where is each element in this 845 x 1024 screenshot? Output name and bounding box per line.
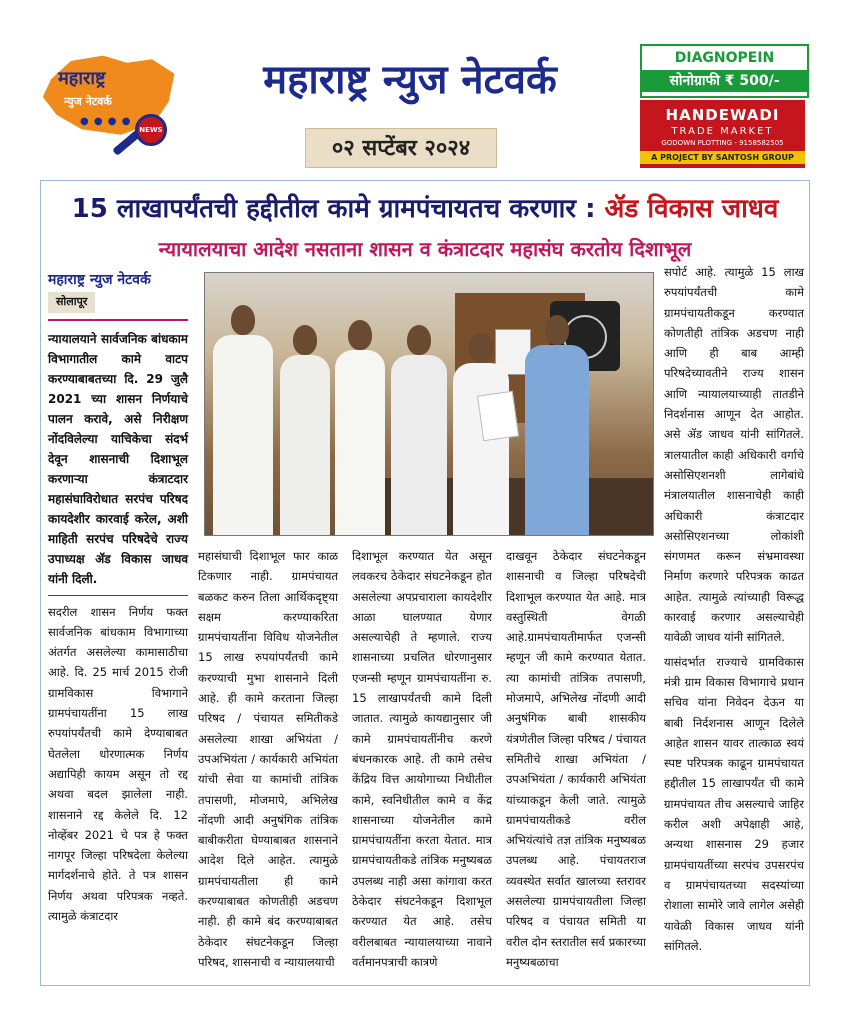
news-photo: [204, 272, 654, 536]
column-2: [198, 546, 338, 972]
headline-main: 15 लाखापर्यंतची हद्दीतील कामे ग्रामपंचायतच करणार :: [71, 194, 605, 224]
ad1-brand: DIAGNOPEIN: [674, 50, 775, 66]
column-5-text-2: यासंदर्भात राज्याचे ग्रामविकास मंत्री ग्राम विकास विभागाचे प्रधान सचिव यांना निवेदन देऊन या बाबी निर्दशनास आणून दिलेले आहेत शासन यावर तात्काळ स्वयं स्पष्ट परिपत्रक काढून ग्रामपंचायत हद्दीतील 15 लाखापर्यंत ची कामे ग्रामपंचायत तीच असल्याचे जाहिर करील अशी अपेक्षाही आहे, अन्यथा शासनास 29 हजार ग्रामपंचायतींच्या सरपंच उपसरपंच व ग्रामपंचायतच्या सदस्यांच्या रोशाला सामोरे जावे लागेल असेही यावेळी विकास जाधव यांनी सांगितले.: [664, 654, 804, 953]
photo-person: [453, 363, 509, 535]
ad2-footer: A PROJECT BY SANTOSH GROUP: [640, 151, 805, 164]
memorandum-document-icon: [477, 391, 519, 442]
issue-date: ०२ सप्टेंबर २०२४: [305, 128, 497, 168]
column-2-text: महासंघाची दिशाभूल फार काळ टिकणार नाही. ग्रामपंचायत बळकट करुन तिला आर्थिकदृष्ट्या सक्षम करण्याकरिता ग्रामपंचायतींना विविध योजनेतील 15 लाख रुपयांपर्यंतची कामे करण्याची मुभा शासनाने दिली आहे. ही कामे करताना जिल्हा परिषद / पंचायत समितीकडे असलेल्या शाखा अभियंता /उपअभियंता / कार्यकारी अभियंता यांची सेवा या कामांची तांत्रिक तपासणी, मोजमापे, अभिलेख नोंदणी आदी अनुषंगिक तांत्रिक बाबीकरीता घेण्याबाबत शासनाने आदेश दिले आहेत. त्यामुळे ग्रामपंचायतीला ही कामे करण्याबाबत कोणतीही अडचण नाही. ही कामे बंद करण्याबाबत ठेकेदार संघटनेकडून जिल्हा परिषद, शासनाची व न्यायालयाची: [198, 549, 338, 969]
diagnopein-ad[interactable]: [640, 44, 809, 98]
ad2-detail: GODOWN PLOTTING - 9158582505: [661, 139, 784, 147]
byline-name: महाराष्ट्र न्युज नेटवर्क: [48, 272, 151, 288]
photo-person: [280, 355, 330, 535]
column-4: [506, 546, 646, 972]
handewadi-ad[interactable]: [640, 100, 805, 168]
column-5: [664, 262, 804, 956]
article-headline: [41, 189, 809, 225]
byline-divider: [48, 319, 188, 321]
ad2-title: HANDEWADI: [665, 106, 780, 124]
column-1-text: सदरील शासन निर्णय फक्त सार्वजनिक बांधकाम विभागाच्या अंतर्गत असलेल्या कामासाठीचा आहे. दि. 25 मार्च 2015 रोजी ग्रामविकास विभागाने ग्रामपंचायतींना 15 लाख रुपयांपर्यंतची कामे देण्याबाबत घेतलेला धोरणात्मक निर्णय अद्यापिही कायम असून तो रद्द अथवा बदल झालेला नाही. शासनाने रद्द केलेले दि. 12 नोव्हेंबर 2021 चे पत्र हे फक्त नागपूर जिल्हा परिषदेला केलेल्या मार्गदर्शनाचे होते. ते पत्र शासन निर्णय अथवा परिपत्रक नव्हते. त्यामुळे कंत्राटदार: [48, 604, 188, 924]
column-5-text: सपोर्ट आहे. त्यामुळे 15 लाख रुपयांपर्यंतची कामे ग्रामपंचायतीकडून करण्यात कोणतीही तांत्रिक अडचण नाही आणि ही बाब आम्ही परिषदेच्यावतीने राज्य शासन आणि न्यायालयाच्याही तातडीने निदर्शनास आणून देत आहोत. असे ॲड जाधव यांनी सांगितले. त्रालयातील काही अधिकारी वर्गाचे असोसिएशनशी लागेबांधे मंत्रालयातील शासनाचेही काही अधिकारी कंत्राटदार असोसिएशनच्या लोकांशी संगणमत करून संभ्रमावस्था निर्माण करणारे परिपत्रक काढत आहेत. त्यामुळे त्यांच्याही विरूद्ध कारवाई करणार असल्याचेही यावेळी जाधव यांनी सांगितले.: [664, 265, 804, 645]
photo-person: [335, 350, 385, 535]
headline-name: ॲड विकास जाधव: [604, 194, 779, 224]
lead-divider: [48, 595, 188, 596]
logo-subtitle: न्युज नेटवर्क: [64, 95, 112, 108]
microphone-icon: NEWS: [135, 114, 167, 146]
logo-dots-icon: ● ● ● ●: [80, 116, 132, 127]
column-3-text: दिशाभूल करण्यात येत असून लवकरच ठेकेदार संघटनेकडून होत असलेल्या अपप्रचाराला कायदेशीर आळा घालण्यात येणार असल्याचेही ते म्हणाले. राज्य शासनाच्या प्रचलित धोरणानुसार एजन्सी म्हणून ग्रामपंचायतींना रु. 15 लाखापर्यंतची कामे दिली जातात. त्यामुळे कायद्यानुसार जी कामे ग्रामपंचायतींनीच करणे बंधनकारक आहे. ती कामे तसेच केंद्रिय वित्त आयोगाच्या निधीतील कामे, स्वनिधीतील कामे व केंद्र शासनाच्या योजनेतील कामे ग्रामपंचायतींना करता येतात. मात्र ग्रामपंचायतीकडे तांत्रिक मनुष्यबळ उपलब्ध नाही असा कांगावा करत ठेकेदार संघटनेकडून दिशाभूल करण्यात येत आहे. तसेच वरीलबाबत न्यायालयाच्या नावाने वर्तमानपत्राची कात्रणे: [352, 549, 492, 969]
column-3: [352, 546, 492, 972]
article-subheadline: न्यायालयाचा आदेश नसताना शासन व कंत्राटदार महासंघ करतोय दिशाभूल: [158, 237, 692, 261]
photo-person: [213, 335, 273, 535]
column-4-text: दाखवून ठेकेदार संघटनेकडून शासनाची व जिल्हा परिषदेची दिशाभूल करण्यात येत आहे. मात्र वस्तुस्थिती वेगळी आहे.ग्रामपंचायतीमार्फत एजन्सी म्हणून जी कामे करण्यात येतात. त्या कामांची तांत्रिक तपासणी, मोजमापे, अभिलेख नोंदणी आदी अनुषंगिक बाबी शासकीय यंत्रणेतील जिल्हा परिषद / पंचायत समितीचे शाखा अभियंता / उपअभियंता / कार्यकारी अभियंता यांच्याकडून केली जाते. त्यामुळे ग्रामपंचायतीकडे वरील अभियंत्यांचे तज्ञ तांत्रिक मनुष्यबळ उपलब्ध आहे. पंचायतराज व्यवस्थेत सर्वात खालच्या स्तरावर असलेल्या ग्रामपंचायतीला जिल्हा परिषद व पंचायत समिती या वरील दोन स्तरातील सर्व प्रकारच्या मनुष्यबळाचा: [506, 549, 646, 969]
ad1-offer: सोनोग्राफी ₹ 500/-: [642, 70, 807, 92]
article-lead: न्यायालयाने सार्वजनिक बांधकाम विभागातील कामे वाटप करण्याबाबतच्या दि. 29 जुलै 2021 च्या शासन निर्णयाचे पालन करावे, असे निरीक्षण नोंदविलेल्या याचिकेचा संदर्भ देवून शासनाची दिशाभूल करणाऱ्या कंत्राटदार महासंघाविरोधात सरपंच परिषद कायदेशीर कारवाई करेल, अशी माहिती सरपंच परिषदेचे राज्य उपाध्यक्ष ॲड विकास जाधव यांनी दिली.: [48, 331, 188, 586]
photo-person: [391, 355, 447, 535]
column-1: [48, 270, 188, 926]
newspaper-title: महाराष्ट्र न्युज नेटवर्क: [263, 56, 557, 103]
logo-title: महाराष्ट्र: [58, 68, 106, 89]
photo-person: [525, 345, 589, 535]
byline-place: सोलापूर: [48, 292, 95, 312]
ad2-subtitle: TRADE MARKET: [671, 126, 774, 137]
masthead: [0, 0, 845, 176]
brand-logo: [40, 52, 180, 162]
